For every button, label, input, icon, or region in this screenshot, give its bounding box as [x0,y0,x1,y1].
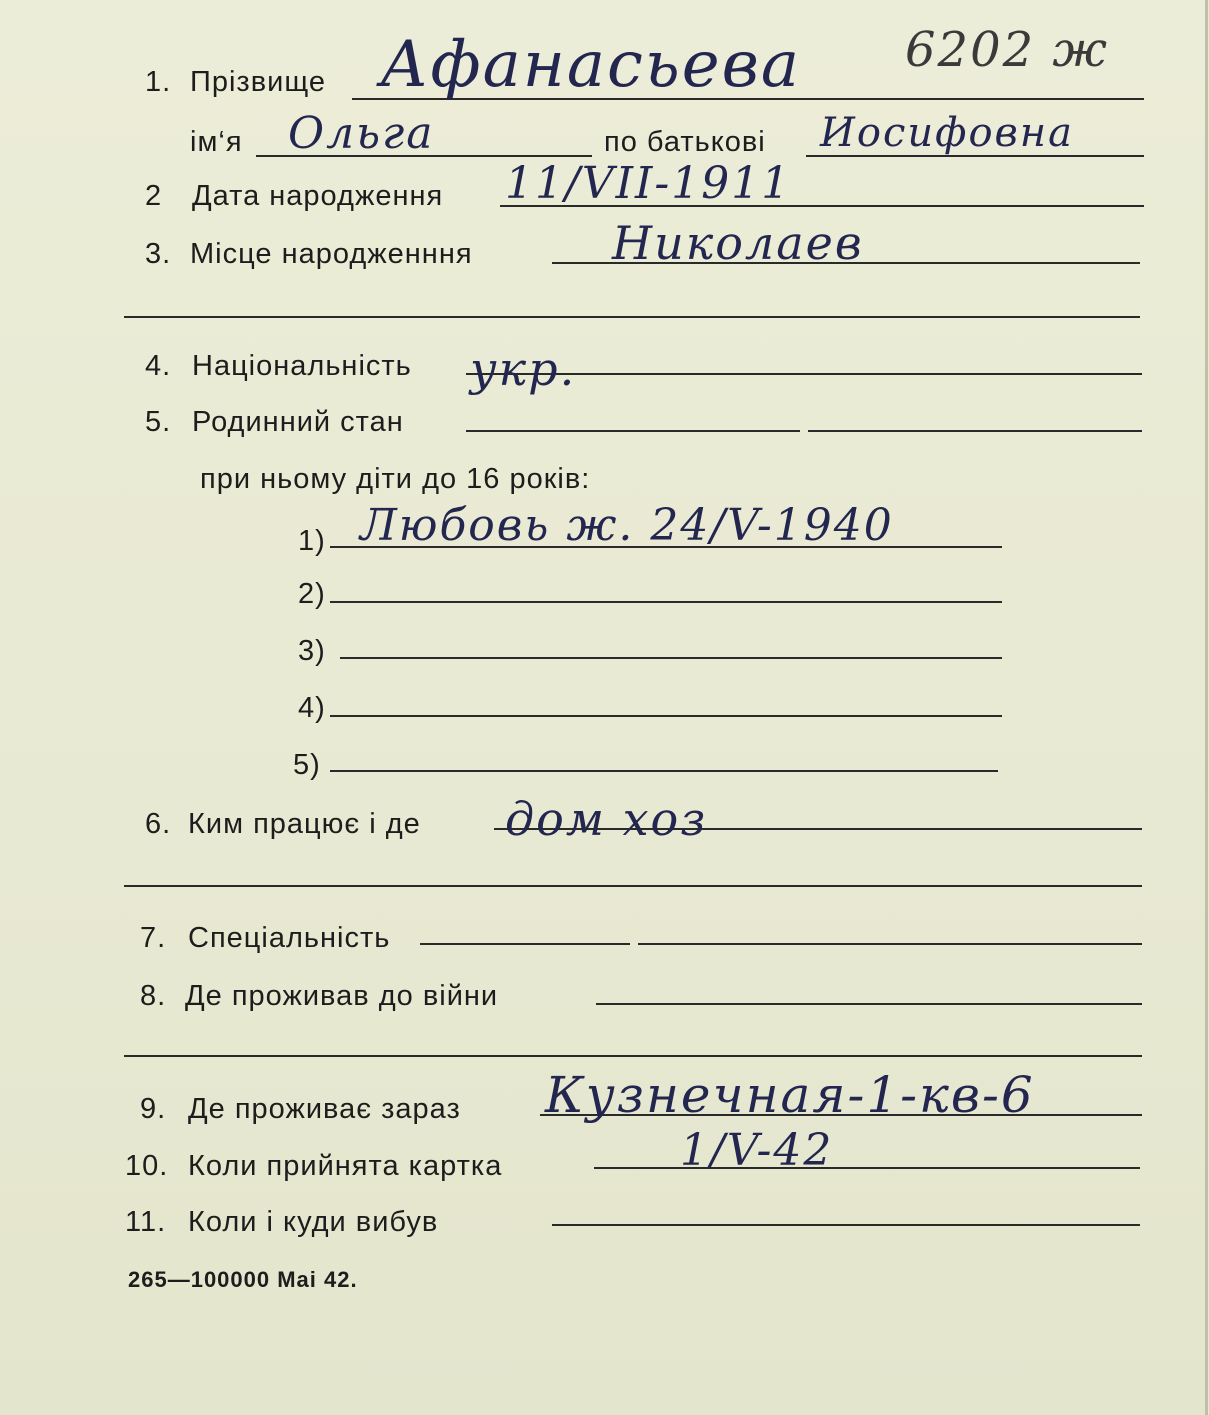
name-label: ім‘я [190,126,243,158]
occupation-extra-line [124,885,1142,887]
family-status-line-a [466,430,800,432]
card-accepted-line [594,1167,1140,1169]
current-residence-label: Де проживає зараз [188,1093,461,1125]
field-1-number: 1. [145,66,172,98]
print-run-footer: 265—100000 Mai 42. [128,1267,358,1292]
child-line [330,601,1002,603]
child-number: 5) [293,749,321,781]
child-value: Любовь ж. 24/V-1940 [360,500,894,551]
specialty-line-a [420,943,630,945]
prewar-residence-extra-line [124,1055,1142,1057]
field-9-number: 9. [140,1093,167,1125]
child-number: 3) [298,635,326,667]
prewar-residence-label: Де проживав до війни [185,980,499,1012]
birthdate-value: 11/VII-1911 [505,158,792,209]
nationality-label: Національність [192,350,412,382]
specialty-label: Спеціальність [188,922,391,954]
occupation-value: дом хоз [505,792,708,846]
field-4-number: 4. [145,350,172,382]
current-residence-value: Кузнечная-1-кв-6 [545,1066,1035,1124]
child-line [340,657,1002,659]
children-label: при ньому діти до 16 років: [200,463,591,495]
surname-value: Афанасьева [380,28,801,102]
name-value: Ольга [288,108,435,159]
child-line [330,715,1002,717]
departure-label: Коли і куди вибув [188,1206,439,1238]
family-status-label: Родинний стан [192,406,404,438]
field-3-number: 3. [145,238,172,270]
field-7-number: 7. [140,922,167,954]
child-number: 1) [298,525,326,557]
child-number: 2) [298,578,326,610]
card-accepted-value: 1/V-42 [680,1125,834,1176]
field-5-number: 5. [145,406,172,438]
surname-label: Прізвище [190,66,326,98]
departure-line [552,1224,1140,1226]
patronymic-value: Иосифовна [820,110,1074,156]
family-status-line-b [808,430,1142,432]
field-8-number: 8. [140,980,167,1012]
surname-note: 6202 ж [905,22,1109,78]
patronymic-label: по батькові [604,126,766,158]
prewar-residence-line [596,1003,1142,1005]
birthdate-label: Дата народження [192,180,444,212]
child-line [330,770,998,772]
occupation-label: Ким працює і де [188,808,421,840]
child-number: 4) [298,692,326,724]
birthplace-extra-line [124,316,1140,318]
field-10-number: 10. [125,1150,169,1182]
field-11-number: 11. [125,1206,167,1238]
field-6-number: 6. [145,808,172,840]
birthplace-value: Николаев [612,216,864,270]
card-accepted-label: Коли прийнята картка [188,1150,503,1182]
birthplace-label: Місце народженння [190,238,473,270]
specialty-line-b [638,943,1142,945]
nationality-value: укр. [470,342,577,396]
field-2-number: 2 [145,180,163,212]
